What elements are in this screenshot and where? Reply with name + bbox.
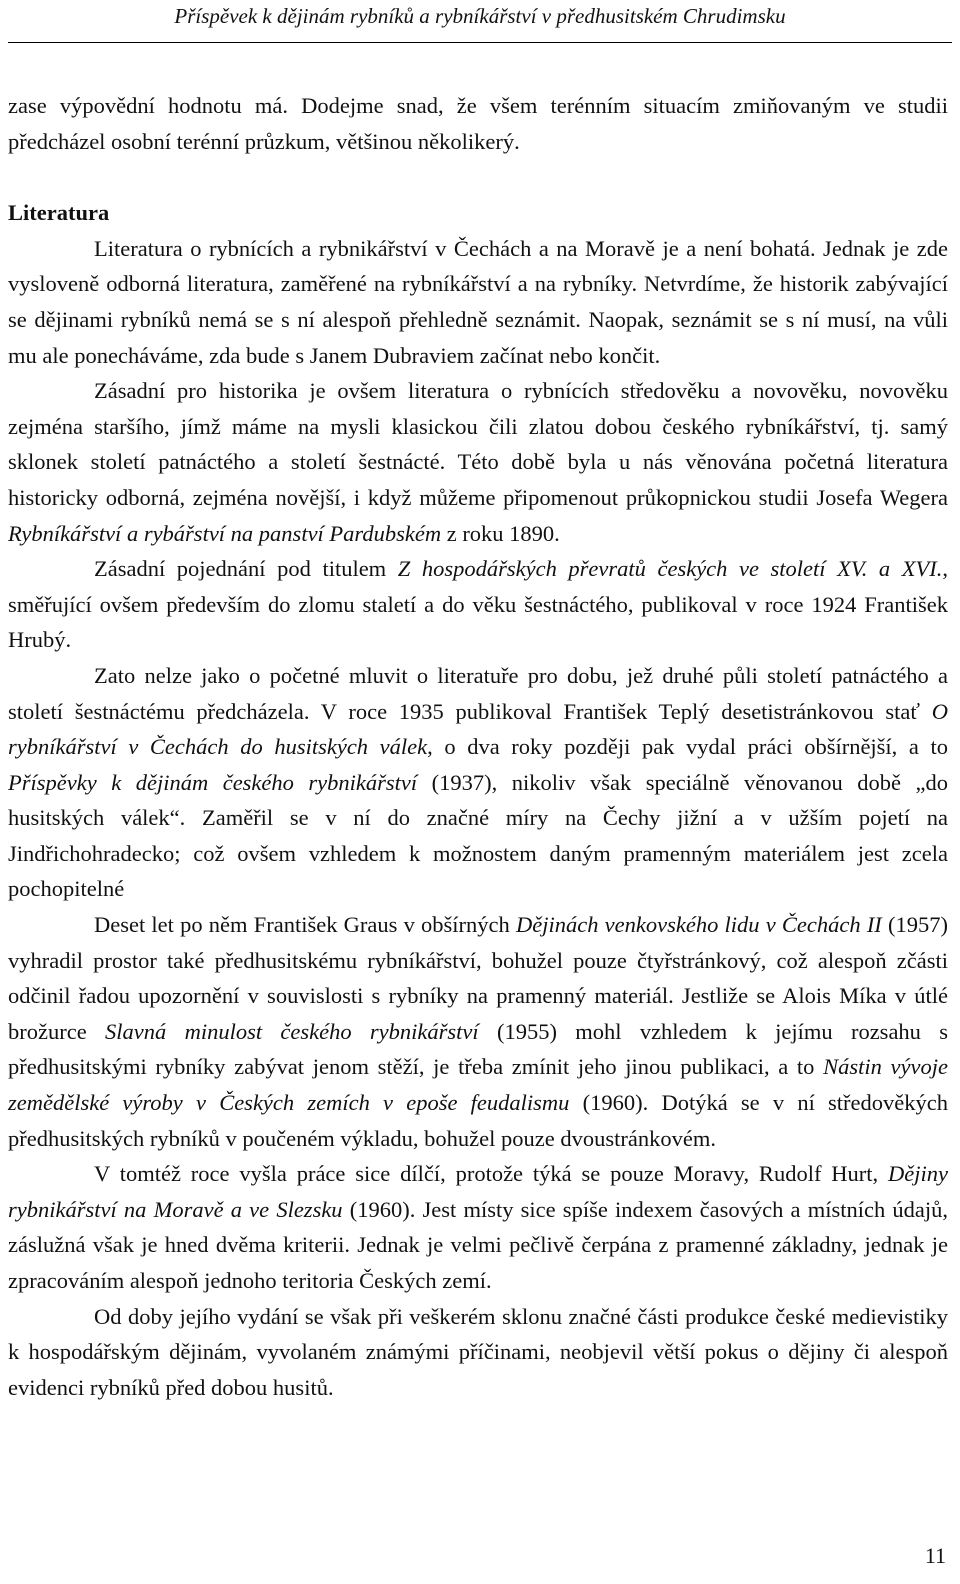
text-span: (1937), nikoliv však speciálně věnovanou době „do husitských válek“. Zaměřil se v ní do značné míry na Čechy jižní a v užším pojetí na Jindřichohradecko; což ovšem vzhledem k možnostem daným pramenným materiálem jest zcela pochopitelné (8, 769, 948, 902)
text-span: (1955) mohl vzhledem k jejímu rozsahu s předhusitskými rybníky zabývat jenom stěží, je třeba zmínit jeho jinou publikaci, a to (8, 1018, 948, 1080)
paragraph-gap (8, 159, 948, 195)
running-head: Příspěvek k dějinám rybníků a rybníkářství v předhusitském Chrudimsku (174, 4, 786, 28)
text-span: (1960). Dotýká se v ní středověkých předhusitských rybníků v poučeném výkladu, bohužel pouze dvoustránkovém. (8, 1090, 948, 1151)
text-span: (1957) vyhradil prostor také předhusitskému rybníkářství, bohužel pouze čtyřstránkový, což alespoň zčásti odčinil řadou upozornění v souvislosti s rybníky na pramenný materiál. Jestliže se Alois Míka v útlé brožurce (8, 912, 948, 1044)
text-span: Zato nelze jako o početné mluvit o literatuře pro dobu, jež druhé půli století patnáctého a století šestnáctému předcházela. V roce 1935 publikoval František Teplý desetistránkovou stať (8, 662, 948, 724)
text-span: Zásadní pro historika je ovšem literatura o rybnících středověku a novověku, novověku zejména staršího, jímž máme na mysli klasickou čili zlatou dobou českého rybníkářství, tj. samý sklonek století patnáctého a století šestnácté. Této době byla u nás věnována početná literatura historicky odborná, zejména novější, i když můžeme připomenout průkopnickou studii Josefa Wegera (8, 378, 948, 510)
paragraph-6 (8, 1156, 948, 1298)
book-title: O rybníkářství v Čechách do husitských válek (8, 698, 948, 760)
paragraph-4 (8, 658, 948, 907)
paragraph-7: Od doby jejího vydání se však při veškerém sklonu značné části produkce české medievistiky k hospodářským dějinám, vyvolaném známými příčinami, neobjevil větší pokus o dějiny či alespoň evidenci rybníků před dobou husitů. (8, 1303, 948, 1400)
body-text (8, 88, 948, 1405)
intro-paragraph: zase výpovědní hodnotu má. Dodejme snad, že všem terénním situacím zmiňovaným ve studii předcházel osobní terénní průzkum, většinou několikerý. (8, 93, 948, 154)
paragraph-1: Literatura o rybnících a rybnikářství v Čechách a na Moravě je a není bohatá. Jednak je zde vysloveně odborná literatura, zaměřené na rybníkářství a na rybníky. Netvrdíme, že historik zabývající se dějinami rybníků nemá se s ní alespoň přehledně seznámit. Naopak, seznámit se s ní musí, na vůli mu ale ponecháváme, zda bude s Janem Dubraviem začínat nebo končit. (8, 235, 948, 368)
header-rule (8, 42, 952, 43)
text-span: z roku 1890. (441, 520, 560, 546)
text-span: (1960). Jest místy sice spíše indexem časových a místních údajů, záslužná však je hned dvěma kriterii. Jednak je velmi pečlivě čerpána z pramenné základny, jednak je zpracováním alespoň jednoho teritoria Českých zemí. (8, 1196, 948, 1293)
book-title: Dějinách venkovského lidu v Čechách II (515, 912, 882, 938)
text-span: Zásadní pojednání pod titulem (94, 556, 398, 582)
section-heading: Literatura (8, 200, 110, 226)
text-span: , o dva roky později pak vydal práci obšírnější, a to (427, 734, 948, 760)
book-title: Rybníkářství a rybářství na panství Pardubském (8, 520, 442, 546)
book-title: Příspěvky k dějinám českého rybnikářství (8, 769, 418, 795)
book-title: Dějiny rybnikářství na Moravě a ve Slezsku (8, 1161, 948, 1222)
paragraph-5 (8, 907, 948, 1156)
book-title: Nástin vývoje zemědělské výroby v Českých zemích v epoše feudalismu (8, 1054, 948, 1116)
paragraph-3 (8, 551, 948, 658)
page-number: 11 (924, 1543, 946, 1568)
text-span: , směřující ovšem především do zlomu staletí a do věku šestnáctého, publikoval v roce 1924 František Hrubý. (8, 556, 948, 653)
paragraph-2 (8, 373, 948, 551)
book-title: Slavná minulost českého rybnikářství (105, 1018, 479, 1044)
book-title: Z hospodářských převratů českých ve století XV. a XVI. (397, 556, 943, 582)
text-span: Deset let po něm František Graus v obšírných (94, 912, 516, 938)
text-span: V tomtéž roce vyšla práce sice dílčí, protože týká se pouze Moravy, Rudolf Hurt, (94, 1161, 889, 1187)
